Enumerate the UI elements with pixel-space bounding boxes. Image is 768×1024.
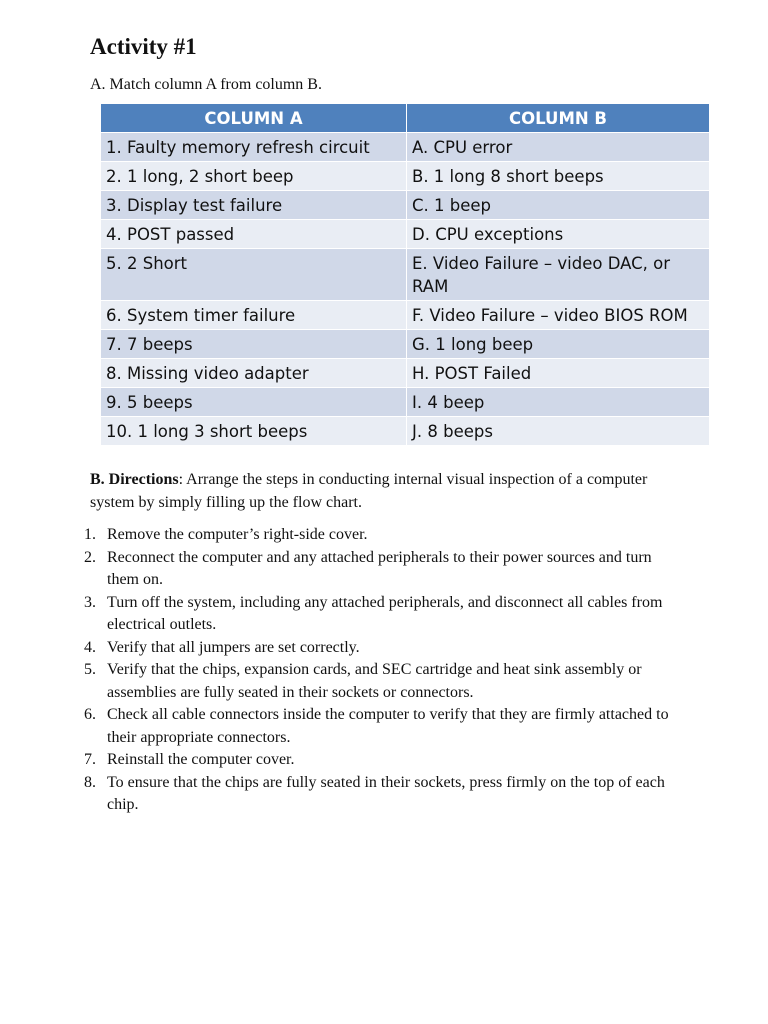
table-row: [101, 330, 710, 359]
column-b-header: COLUMN B: [407, 104, 710, 133]
column-a-cell: 10. 1 long 3 short beeps: [101, 417, 407, 446]
list-item: [84, 524, 684, 547]
column-b-cell: J. 8 beeps: [407, 417, 710, 446]
column-a-cell: 4. POST passed: [101, 220, 407, 249]
column-a-cell: 7. 7 beeps: [101, 330, 407, 359]
table-row: [101, 417, 710, 446]
column-b-cell: F. Video Failure – video BIOS ROM: [407, 301, 710, 330]
step-text: Turn off the system, including any attached peripherals, and disconnect all cables from electrical outlets.: [107, 593, 663, 633]
table-row: [101, 133, 710, 162]
list-item: [84, 547, 684, 592]
column-a-cell: 2. 1 long, 2 short beep: [101, 162, 407, 191]
column-b-cell: E. Video Failure – video DAC, or RAM: [407, 249, 710, 301]
table-row: [101, 301, 710, 330]
step-text: Remove the computer’s right-side cover.: [107, 526, 368, 543]
column-a-cell: 6. System timer failure: [101, 301, 407, 330]
column-b-cell: D. CPU exceptions: [407, 220, 710, 249]
column-b-cell: C. 1 beep: [407, 191, 710, 220]
step-number: 3.: [84, 593, 96, 611]
step-number: 4.: [84, 638, 96, 656]
inspection-steps-list: [84, 524, 684, 817]
column-a-cell: 9. 5 beeps: [101, 388, 407, 417]
step-number: 7.: [84, 751, 96, 768]
step-number: 8.: [84, 773, 96, 791]
column-a-cell: 3. Display test failure: [101, 191, 407, 220]
column-b-cell: G. 1 long beep: [407, 330, 710, 359]
column-b-cell: I. 4 beep: [407, 388, 710, 417]
page-title: Activity #1: [90, 34, 197, 59]
step-text: Verify that all jumpers are set correctly.: [107, 638, 360, 656]
list-item: [84, 659, 684, 704]
step-text: Reconnect the computer and any attached peripherals to their power sources and turn them on.: [107, 548, 652, 588]
table-row: [101, 162, 710, 191]
step-number: 2.: [84, 548, 96, 566]
table-row: [101, 220, 710, 249]
column-b-cell: B. 1 long 8 short beeps: [407, 162, 710, 191]
column-a-cell: 8. Missing video adapter: [101, 359, 407, 388]
list-item: [84, 772, 684, 817]
matching-table: [101, 104, 710, 446]
table-row: [101, 359, 710, 388]
table-row: [101, 191, 710, 220]
list-item: [84, 704, 684, 749]
table-row: [101, 249, 710, 301]
part-b-directions: [90, 468, 670, 514]
directions-text: : Arrange the steps in conducting internal visual inspection of a computer system by simply filling up the flow chart.: [90, 471, 648, 511]
step-number: 5.: [84, 661, 96, 678]
step-text: Reinstall the computer cover.: [107, 751, 295, 768]
column-a-cell: 1. Faulty memory refresh circuit: [101, 133, 407, 162]
list-item: [84, 592, 684, 637]
column-b-cell: A. CPU error: [407, 133, 710, 162]
step-number: 1.: [84, 526, 96, 543]
step-number: 6.: [84, 706, 96, 723]
list-item: [84, 749, 684, 772]
table-header-row: [101, 104, 710, 133]
part-a-instruction: A. Match column A from column B.: [90, 76, 322, 93]
column-a-cell: 5. 2 Short: [101, 249, 407, 301]
column-b-cell: H. POST Failed: [407, 359, 710, 388]
step-text: Verify that the chips, expansion cards, and SEC cartridge and heat sink assembly or assemblies are fully seated in their sockets or connectors.: [107, 661, 642, 701]
step-text: To ensure that the chips are fully seated in their sockets, press firmly on the top of each chip.: [107, 773, 665, 813]
step-text: Check all cable connectors inside the computer to verify that they are firmly attached to their appropriate connectors.: [107, 706, 669, 746]
column-a-header: COLUMN A: [101, 104, 407, 133]
list-item: [84, 637, 684, 660]
directions-label: B. Directions: [90, 471, 179, 488]
table-row: [101, 388, 710, 417]
